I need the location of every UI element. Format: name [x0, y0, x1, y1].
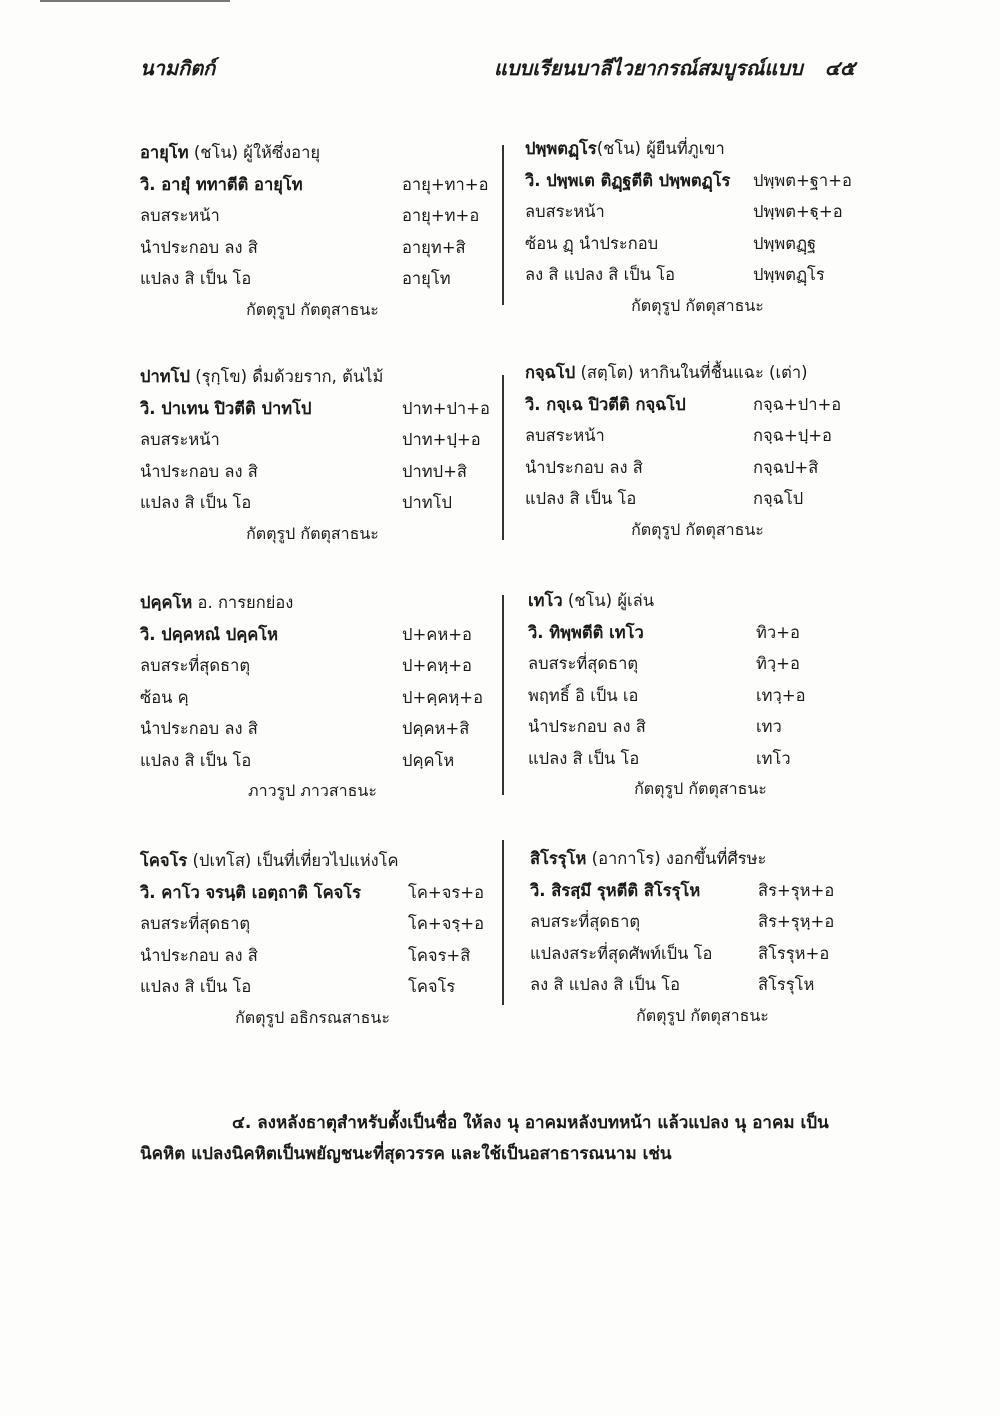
derivation-line: [140, 622, 485, 654]
step-label: นำประกอบ ลง สิ: [140, 461, 258, 481]
entry-block: [525, 360, 870, 549]
entry-heading: [140, 140, 485, 172]
derivation-text: วิ. ปคฺคหณํ ปคฺคโห: [140, 624, 279, 644]
step-form: โคจโร: [408, 977, 456, 996]
step-form: ปาทป+สิ: [402, 461, 467, 481]
step-form: ปพฺพต+ฐฺ+อ: [753, 202, 843, 221]
entry-gloss: (รุกฺโข) ดื่มด้วยราก, ต้นไม้: [189, 367, 384, 386]
step-form: โคจร+สิ: [408, 945, 471, 965]
entry-gloss: (ชโน) ผู้เล่น: [562, 591, 655, 610]
derivation-text: วิ. ทิพฺพตีติ เทโว: [528, 622, 644, 642]
step-form: กจฺฉป+สิ: [753, 457, 819, 477]
step-row: [525, 262, 870, 294]
entry-block: [525, 136, 870, 325]
step-row: [528, 683, 873, 715]
step-form: ปาท+ปฺ+อ: [402, 430, 481, 449]
entry-summary: กัตตุรูป กัตตุสาธนะ: [246, 299, 379, 319]
rule-paragraph: [140, 1108, 866, 1170]
step-row: [140, 203, 485, 235]
derivation-line: [140, 172, 489, 204]
entry-word: อายุโท: [140, 143, 189, 162]
entry-heading: [140, 364, 485, 396]
entry-heading: [140, 848, 485, 880]
step-label: แปลงสระที่สุดศัพท์เป็น โอ: [530, 943, 713, 963]
derivation-text: วิ. คาโว จรนฺติ เอตฺถาติ โคจโร: [140, 882, 361, 902]
step-form: ป+คฺคหฺ+อ: [402, 687, 483, 707]
step-form: กจฺฉโป: [753, 489, 804, 508]
entry-word: ปคฺคโห: [140, 593, 193, 612]
step-form: ปคฺคห+สิ: [402, 719, 470, 738]
step-row: [530, 941, 875, 973]
derivation-text: วิ. ปาเทน ปิวตีติ ปาทโป: [140, 398, 312, 418]
step-label: ลบสระที่สุดธาตุ: [530, 912, 641, 931]
step-row: [525, 199, 870, 231]
entry-word: กจฺฉโป: [525, 363, 576, 382]
entry-summary: กัตตุรูป กัตตุสาธนะ: [631, 519, 764, 539]
entry-gloss: (ชโน) ผู้ให้ซึ่งอายุ: [188, 143, 320, 162]
step-form: สิโรรุห+อ: [758, 943, 830, 963]
step-label: แปลง สิ เป็น โอ: [140, 493, 252, 512]
step-label: นำประกอบ ลง สิ: [140, 719, 258, 738]
step-label: แปลง สิ เป็น โอ: [525, 489, 637, 508]
step-label: แปลง สิ เป็น โอ: [528, 748, 640, 768]
step-form: อายุ+ท+อ: [402, 206, 480, 225]
entry-block: [528, 588, 873, 809]
step-label: ลง สิ แปลง สิ เป็น โอ: [530, 975, 680, 994]
step-form: ป+คหฺ+อ: [402, 656, 472, 675]
derivation-line: [525, 392, 870, 424]
step-label: นำประกอบ ลง สิ: [140, 237, 258, 257]
derivation-form: ปาท+ปา+อ: [402, 398, 490, 418]
step-form: ปพฺพตฏฺฐ: [753, 233, 817, 253]
page-number: ๔๕: [824, 56, 855, 80]
entry-heading: [525, 136, 870, 168]
column-divider: [502, 840, 504, 1005]
step-row: [140, 974, 485, 1006]
entry-block: [140, 140, 489, 329]
rule-number: ๔.: [232, 1113, 252, 1133]
step-form: เทโว: [756, 748, 791, 768]
entry-block: [140, 590, 485, 811]
step-label: นำประกอบ ลง สิ: [140, 945, 258, 965]
column-divider: [502, 595, 504, 795]
step-form: ทิวฺ+อ: [756, 654, 800, 673]
derivation-form: ป+คห+อ: [402, 624, 472, 644]
entry-heading: [140, 590, 485, 622]
step-row: [528, 651, 873, 683]
step-row: [525, 455, 870, 487]
step-label: นำประกอบ ลง สิ: [528, 717, 646, 736]
step-label: ลบสระที่สุดธาตุ: [140, 914, 251, 933]
entry-word: ปพฺพตฏฺโร: [525, 139, 597, 158]
step-label: แปลง สิ เป็น โอ: [140, 977, 252, 996]
derivation-form: ปพฺพต+ฐา+อ: [753, 170, 852, 190]
entry-word: ปาทโป: [140, 367, 190, 386]
entry-summary: ภาวรูป ภาวสาธนะ: [248, 781, 377, 800]
entry-block: [140, 848, 485, 1037]
step-form: อายุท+สิ: [402, 237, 466, 257]
step-label: พฤทธิ์ อิ เป็น เอ: [528, 685, 639, 705]
step-row: [528, 746, 873, 778]
step-label: ซ้อน คฺ: [140, 687, 189, 707]
step-label: ซ้อน ฏฺ นำประกอบ: [525, 233, 659, 253]
step-label: ลบสระหน้า: [525, 202, 605, 221]
step-form: ปพฺพตฏฺโร: [753, 265, 825, 284]
entry-summary: กัตตุรูป กัตตุสาธนะ: [634, 779, 767, 798]
derivation-text: วิ. กจฺเฉ ปิวตีติ กจฺฉโป: [525, 394, 686, 414]
entry-summary: กัตตุรูป กัตตุสาธนะ: [636, 1005, 769, 1025]
derivation-line: [525, 168, 870, 200]
column-divider: [502, 145, 504, 305]
step-row: [525, 423, 870, 455]
step-row: [525, 486, 870, 518]
column-divider: [502, 375, 504, 540]
derivation-form: สิร+รุห+อ: [758, 880, 835, 900]
step-row: [140, 266, 485, 298]
derivation-line: [528, 620, 873, 652]
step-label: แปลง สิ เป็น โอ: [140, 750, 252, 770]
step-row: [140, 748, 485, 780]
entry-summary: กัตตุรูป อธิกรณสาธนะ: [235, 1007, 390, 1027]
derivation-line: [140, 396, 490, 428]
step-label: ลบสระที่สุดธาตุ: [528, 654, 639, 673]
step-label: นำประกอบ ลง สิ: [525, 457, 643, 477]
step-form: อายุโท: [402, 269, 451, 288]
derivation-text: วิ. อายุํ ททาตีติ อายุโท: [140, 174, 303, 194]
step-row: [140, 235, 485, 267]
entry-summary: กัตตุรูป กัตตุสาธนะ: [246, 523, 379, 543]
entry-block: [140, 364, 490, 553]
step-row: [140, 911, 485, 943]
entry-word: เทโว: [528, 591, 563, 610]
step-label: ลบสระที่สุดธาตุ: [140, 656, 251, 675]
entry-gloss: (อากาโร) งอกขึ้นที่ศีรษะ: [586, 849, 767, 868]
step-row: [528, 714, 873, 746]
entry-heading: [530, 846, 875, 878]
entry-heading: [525, 360, 870, 392]
step-row: [140, 943, 485, 975]
step-row: [530, 972, 875, 1004]
derivation-form: กจฺฉ+ปา+อ: [753, 394, 842, 414]
derivation-form: อายุ+ทา+อ: [402, 174, 489, 194]
step-form: ปคฺคโห: [402, 750, 455, 770]
step-label: ลบสระหน้า: [140, 206, 220, 225]
entry-heading: [528, 588, 873, 620]
derivation-line: [530, 878, 875, 910]
entry-block: [530, 846, 875, 1035]
step-form: ปาทโป: [402, 493, 452, 512]
running-header-left: นามกิตก์: [140, 56, 216, 80]
step-form: เทวฺ+อ: [756, 685, 806, 705]
step-label: ลง สิ แปลง สิ เป็น โอ: [525, 265, 675, 284]
rule-text: ลงหลังธาตุสำหรับตั้งเป็นชื่อ ให้ลง นุ อาคมหลังบทหน้า แล้วแปลง นุ อาคม เป็นนิคหิต แปลงนิคหิตเป็นพยัญชนะที่สุดวรรค และใช้เป็นอสาธารณนาม เช่น: [140, 1113, 829, 1164]
step-form: สิโรรุโห: [758, 975, 815, 994]
book-title: แบบเรียนบาลีไวยากรณ์สมบูรณ์แบบ: [493, 56, 803, 80]
derivation-form: โค+จร+อ: [408, 882, 484, 902]
step-form: กจฺฉ+ปฺ+อ: [753, 426, 832, 445]
step-row: [140, 427, 485, 459]
step-label: แปลง สิ เป็น โอ: [140, 269, 252, 288]
entry-gloss: อ. การยกย่อง: [192, 593, 294, 612]
step-form: เทว: [756, 717, 782, 736]
step-label: ลบสระหน้า: [525, 426, 605, 445]
step-row: [140, 685, 485, 717]
derivation-form: ทิว+อ: [756, 622, 800, 642]
entry-gloss: (ชโน) ผู้ยืนที่ภูเขา: [596, 139, 725, 158]
step-row: [140, 653, 485, 685]
entry-gloss: (ปเทโส) เป็นที่เที่ยวไปแห่งโค: [187, 851, 399, 870]
step-row: [140, 716, 485, 748]
derivation-text: วิ. สิรสฺมึ รุหตีติ สิโรรุโห: [530, 880, 701, 900]
derivation-text: วิ. ปพฺพเต ติฏฺฐตีติ ปพฺพตฏฺโร: [525, 170, 731, 190]
derivation-line: [140, 880, 485, 912]
step-row: [140, 459, 485, 491]
step-row: [140, 490, 485, 522]
step-row: [530, 909, 875, 941]
entry-summary: กัตตุรูป กัตตุสาธนะ: [631, 295, 764, 315]
step-label: ลบสระหน้า: [140, 430, 220, 449]
scan-edge-line: [40, 0, 230, 2]
entry-word: โคจโร: [140, 851, 188, 870]
step-form: โค+จรฺ+อ: [408, 914, 484, 933]
step-row: [525, 231, 870, 263]
running-header-right: [494, 52, 855, 84]
step-form: สิร+รุหฺ+อ: [758, 912, 835, 931]
entry-word: สิโรรุโห: [530, 849, 587, 868]
entry-gloss: (สตฺโต) หากินในที่ชื้นแฉะ (เต่า): [575, 363, 808, 382]
